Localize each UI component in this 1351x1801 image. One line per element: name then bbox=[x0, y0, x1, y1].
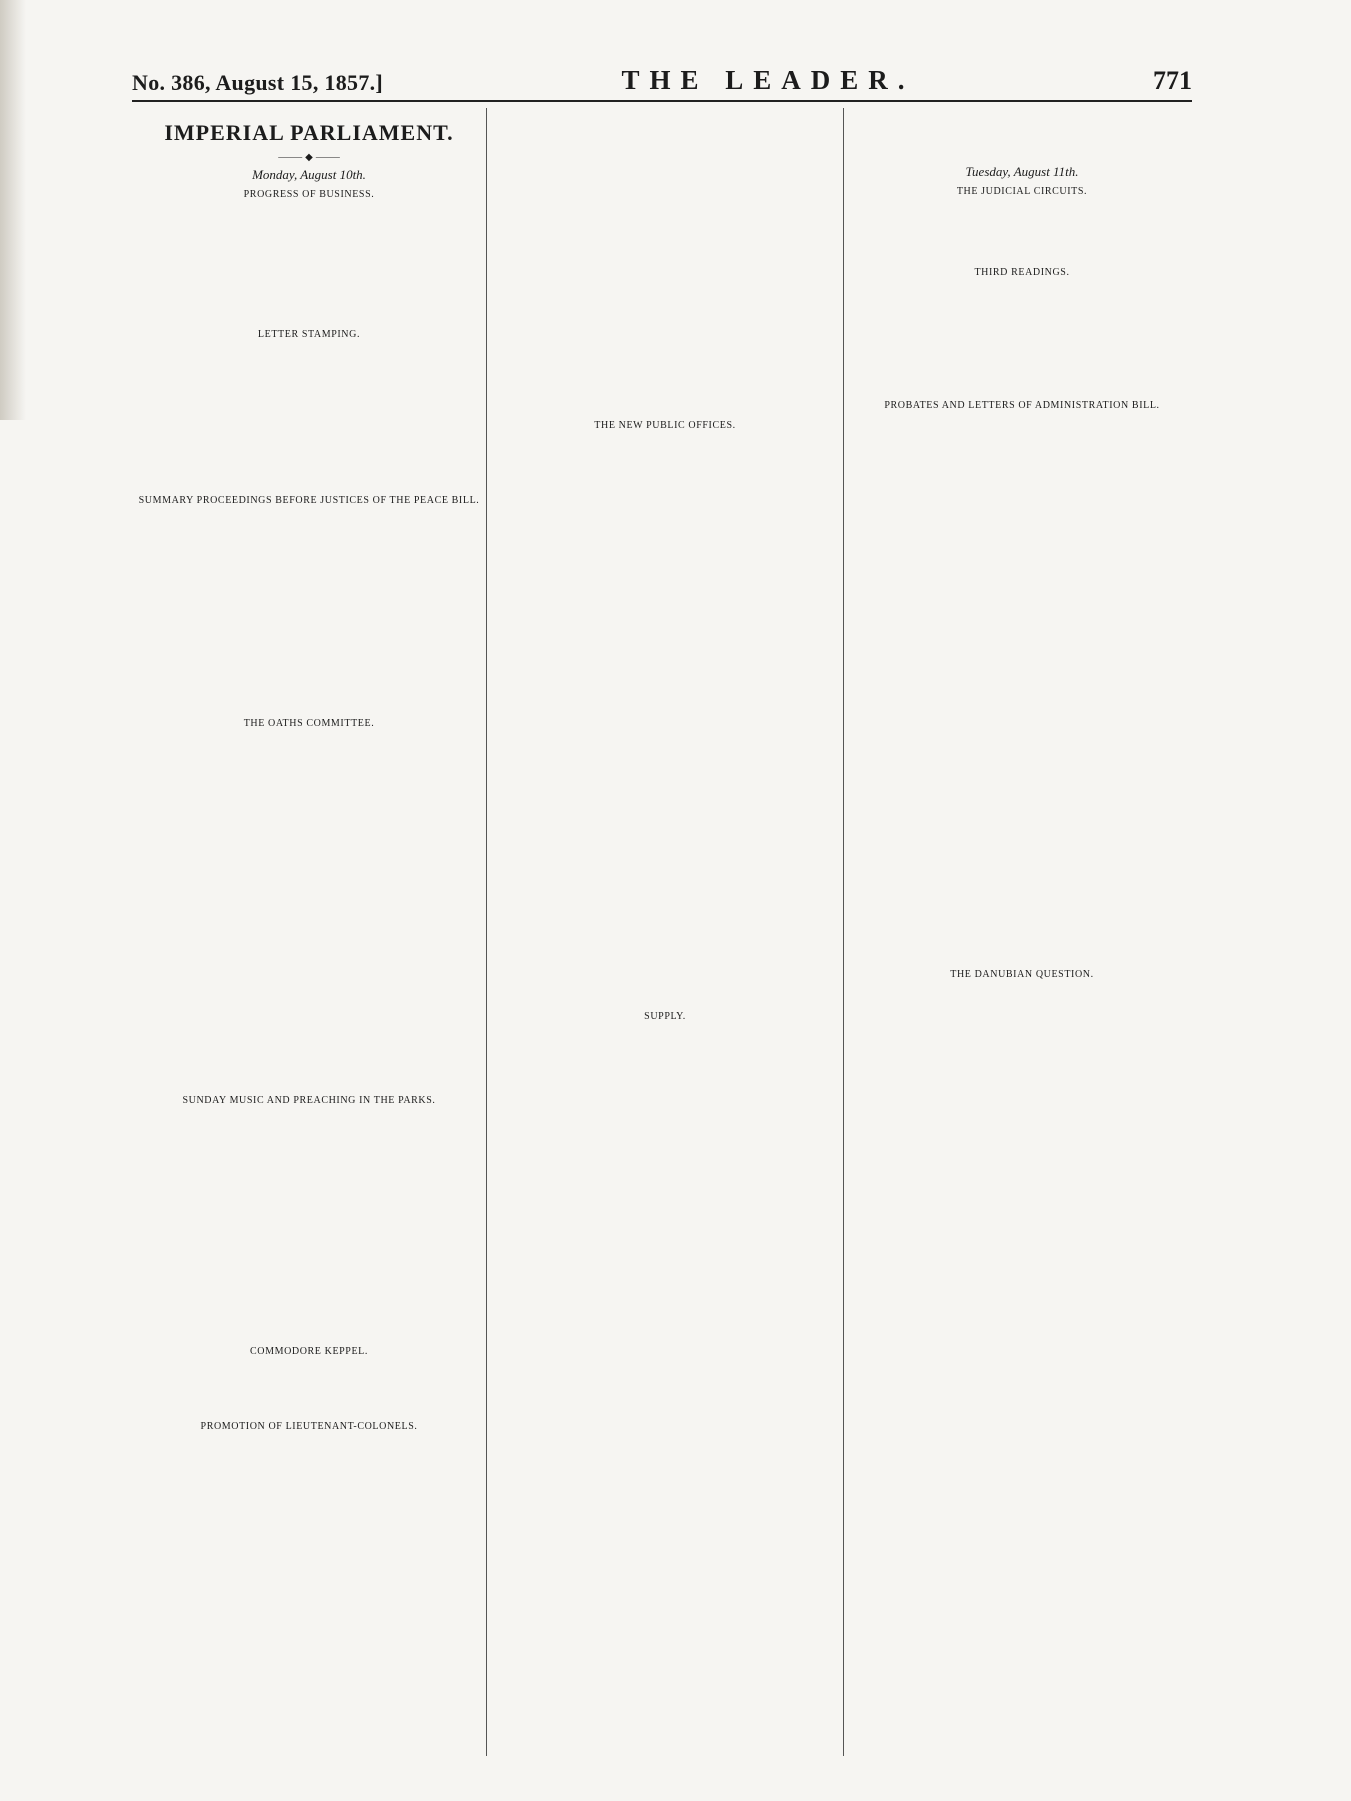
heading-ornament: ⸻ ◆ ⸻ bbox=[277, 152, 341, 163]
subhead-oaths-committee: THE OATHS COMMITTEE. bbox=[243, 718, 375, 729]
column-1 bbox=[138, 108, 480, 1768]
article-section bbox=[138, 1346, 480, 1357]
article-section bbox=[851, 400, 1193, 411]
subhead-probates-bill: PROBATES AND LETTERS OF ADMINISTRATION BILL. bbox=[884, 400, 1160, 411]
page-binding-shadow bbox=[0, 0, 26, 420]
subhead-summary-proceedings: SUMMARY PROCEEDINGS BEFORE JUSTICES OF THE PEACE BILL. bbox=[138, 495, 480, 506]
subhead-new-public-offices: THE NEW PUBLIC OFFICES. bbox=[594, 420, 736, 431]
article-section bbox=[851, 969, 1193, 980]
subhead-letter-stamping: LETTER STAMPING. bbox=[257, 329, 361, 340]
page-number: 771 bbox=[1153, 66, 1192, 95]
article-section bbox=[138, 329, 480, 340]
article-section bbox=[494, 420, 836, 431]
masthead bbox=[132, 56, 1192, 96]
subhead-commodore-keppel: COMMODORE KEPPEL. bbox=[250, 1346, 368, 1357]
article-section bbox=[494, 1011, 836, 1022]
issue-line: No. 386, August 15, 1857.] bbox=[132, 70, 384, 95]
subhead-danubian-question: THE DANUBIAN QUESTION. bbox=[950, 969, 1094, 980]
dateline-tuesday: Tuesday, August 11th. bbox=[965, 164, 1079, 179]
article-section bbox=[851, 186, 1193, 197]
article-section bbox=[138, 1421, 480, 1432]
column-divider bbox=[843, 108, 844, 1756]
subhead-lieutenant-colonels: PROMOTION OF LIEUTENANT-COLONELS. bbox=[200, 1421, 418, 1432]
subhead-sunday-music: SUNDAY MUSIC AND PREACHING IN THE PARKS. bbox=[182, 1095, 436, 1106]
article-section bbox=[851, 267, 1193, 278]
column-3 bbox=[851, 108, 1193, 1768]
article-section bbox=[138, 495, 480, 506]
article-section bbox=[138, 718, 480, 729]
article-section bbox=[138, 1095, 480, 1106]
subhead-progress-of-business: PROGRESS OF BUSINESS. bbox=[243, 189, 375, 200]
column-divider bbox=[486, 108, 487, 1756]
article-section bbox=[138, 189, 480, 200]
dateline-monday: Monday, August 10th. bbox=[252, 167, 366, 182]
paper-title: THE LEADER. bbox=[621, 65, 915, 95]
main-heading: IMPERIAL PARLIAMENT. bbox=[164, 120, 454, 145]
column-2 bbox=[494, 108, 836, 1768]
subhead-supply: SUPPLY. bbox=[644, 1011, 686, 1022]
subhead-third-readings: THIRD READINGS. bbox=[974, 267, 1070, 278]
subhead-judicial-circuits: THE JUDICIAL CIRCUITS. bbox=[956, 186, 1088, 197]
masthead-rule bbox=[132, 100, 1192, 102]
